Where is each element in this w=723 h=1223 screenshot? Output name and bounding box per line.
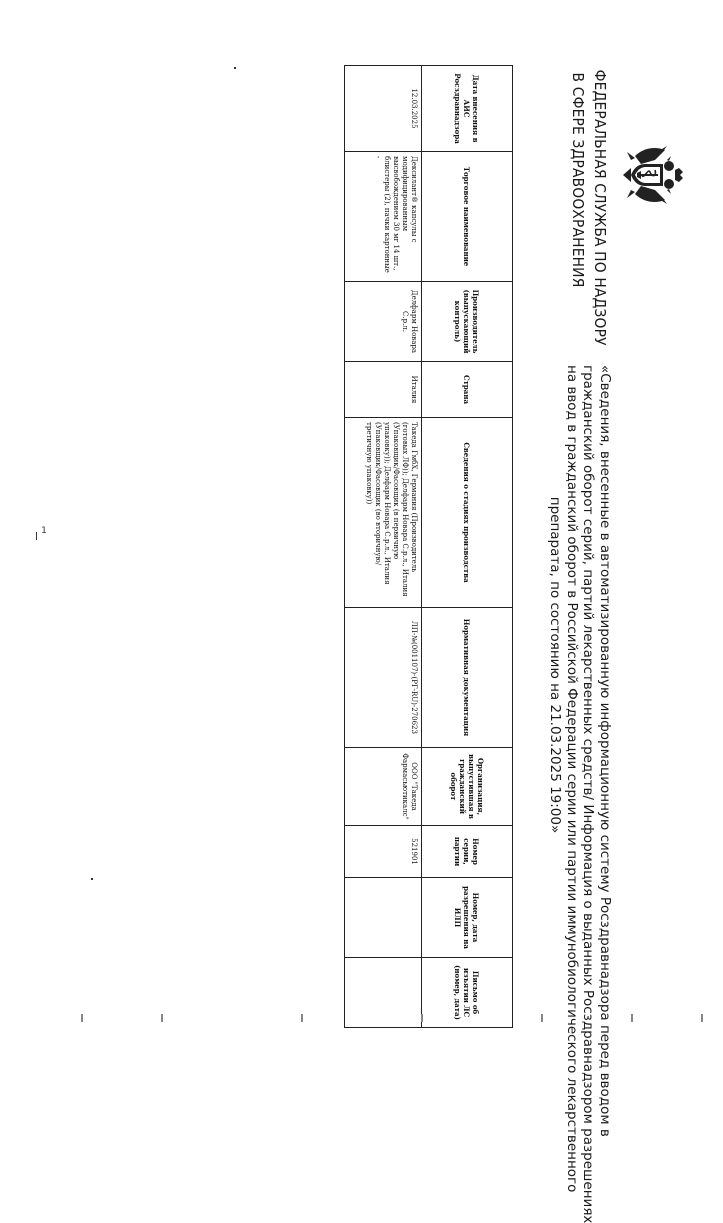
cell-normative-doc: ЛП-№(001107)-(РГ-RU)-270623 <box>345 608 422 748</box>
title-line-1: «Сведения, внесенные в автоматизированную информационную систему Росздравнадзора перед вводом в <box>597 365 613 1137</box>
header-country: Страна <box>422 362 513 418</box>
cell-trade-name: Дексилант® капсулы с модифицированным высвобождением 30 мг 14 шт., блистеры (2), пачки картонные - <box>345 152 422 282</box>
cell-date: 12.03.2025 <box>345 66 422 152</box>
header-trade-name: Торговое наименование <box>422 152 513 282</box>
title-line-3: на ввод в гражданский оборот в Российской Федерации серии или партии иммунобиологического лекарственного <box>564 365 580 1193</box>
scan-speck <box>91 878 93 880</box>
scan-edge-mark <box>81 1014 83 1022</box>
cell-batch: 521901 <box>345 826 422 878</box>
cell-withdrawal <box>345 958 422 1028</box>
header-manufacturer: Производитель (выпускающий контроль) <box>422 282 513 362</box>
scan-edge-mark <box>301 1014 303 1022</box>
scan-edge-mark <box>421 1014 423 1022</box>
cell-stages: Такеда ГмбХ, Германия (Производитель (готовых ЛФ)); Делфарм Новара С.р.л., Италия (Упаковщик/Фасовщик (в первичную упаковку)); Делфарм Новара С.р.л., Италия (Упаковщик/Фасовщик (во вторичную/третичную упаковку)) <box>345 418 422 608</box>
table-row <box>345 66 422 1028</box>
agency-name <box>567 69 611 346</box>
agency-name-line-2: В СФЕРЕ ЗДРАВООХРАНЕНИЯ <box>569 72 587 288</box>
scan-edge-mark <box>701 1014 703 1022</box>
header-stages: Сведения о стадиях производства <box>422 418 513 608</box>
header-normative-doc: Нормативная документация <box>422 608 513 748</box>
cell-manufacturer: Делфарм Новара С.р.л. <box>345 282 422 362</box>
header-batch: Номер серии, партии <box>422 826 513 878</box>
table-header-row <box>422 66 513 1028</box>
title-line-2: гражданский оборот серий, партий лекарственных средств/ Информация о выданных Росздравнадзором разрешениях <box>580 365 597 1223</box>
header-permit: Номер, дата разрешения на ИЛП <box>422 878 513 958</box>
header-date: Дата внесения в АИС Росздравнадзора <box>422 66 513 152</box>
header-organization: Организация, выпустившая в гражданский оборот <box>422 748 513 826</box>
scan-edge-mark <box>541 1014 543 1022</box>
title-line-4: препарата, по состоянию на 21.03.2025 19:00» <box>547 496 564 834</box>
stray-mark: 1 <box>41 525 47 536</box>
scan-speck <box>234 67 236 69</box>
release-info-table <box>344 65 513 1028</box>
cell-organization: ООО "Такеда Фармасьютикалс" <box>345 748 422 826</box>
cell-permit <box>345 878 422 958</box>
header-withdrawal: Письмо об изъятии ЛС (номер, дата) <box>422 958 513 1028</box>
scan-edge-mark <box>161 1014 163 1022</box>
agency-name-line-1: ФЕДЕРАЛЬНАЯ СЛУЖБА ПО НАДЗОРУ <box>591 69 609 346</box>
document-title <box>547 365 613 1223</box>
double-headed-eagle-emblem-icon <box>619 142 685 208</box>
scan-edge-mark <box>631 1014 633 1022</box>
scan-speck <box>36 532 37 540</box>
cell-country: Италия <box>345 362 422 418</box>
